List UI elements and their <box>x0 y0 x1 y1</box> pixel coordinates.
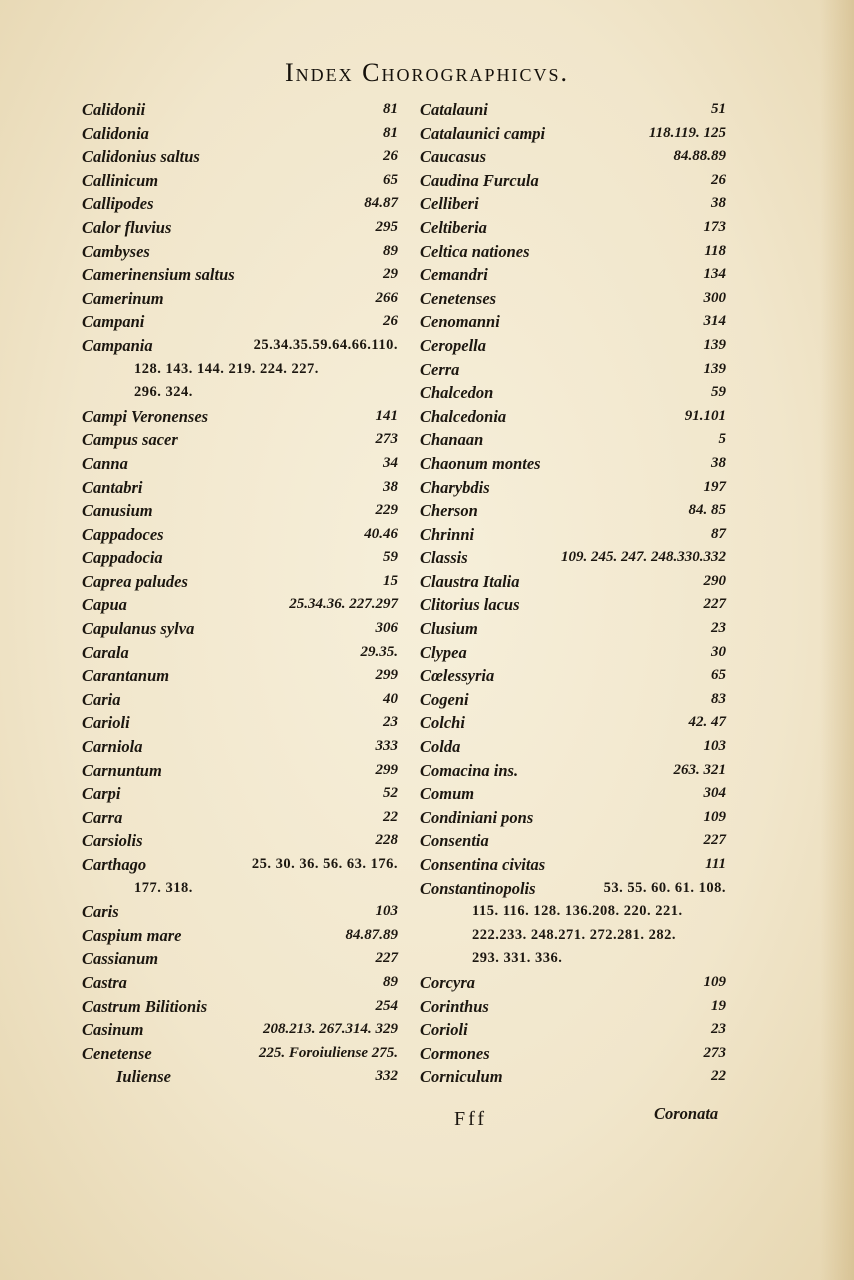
entry-pages-continued: 296. 324. <box>134 384 193 401</box>
index-entry <box>82 711 398 735</box>
entry-name: Calidonius saltus <box>82 147 200 167</box>
entry-name: Consentina civitas <box>420 855 546 874</box>
entry-name: Caria <box>82 689 121 709</box>
index-entry <box>420 452 726 476</box>
entry-pages: 84.87.89 <box>345 926 398 943</box>
entry-pages: 23 <box>711 620 726 637</box>
index-entry <box>420 735 726 759</box>
entry-name: Comacina ins. <box>420 760 519 780</box>
entry-pages: 111 <box>705 856 726 872</box>
entry-pages: 38 <box>711 454 726 471</box>
entry-pages: 299 <box>375 667 398 684</box>
entry-pages: 134 <box>703 266 726 283</box>
entry-pages: 15 <box>383 572 398 589</box>
entry-pages: 65 <box>711 667 726 684</box>
entry-pages: 25.34.35.59.64.66.110. <box>253 336 398 353</box>
entry-name: Comum <box>420 784 475 804</box>
entry-pages: 38 <box>711 195 726 212</box>
entry-pages: 51 <box>711 101 726 117</box>
entry-name: Callipodes <box>82 194 154 214</box>
entry-pages: 300 <box>703 289 726 306</box>
entry-name: Chaonum montes <box>420 453 541 473</box>
entry-name: Cambyses <box>82 241 150 261</box>
index-entry <box>82 310 398 334</box>
entry-name: Charybdis <box>420 477 490 497</box>
index-entry <box>420 617 726 641</box>
index-entry <box>82 1018 398 1042</box>
entry-name: Canna <box>82 453 128 473</box>
entry-pages: 225. Foroiuliense 275. <box>258 1044 398 1061</box>
index-entry <box>82 593 398 617</box>
entry-name: Campus sacer <box>82 430 178 450</box>
entry-pages-continued: 293. 331. 336. <box>472 950 563 967</box>
index-entry <box>420 546 726 570</box>
entry-name: Carnuntum <box>82 760 162 780</box>
entry-pages: 26 <box>383 313 398 330</box>
entry-pages-continued: 128. 143. 144. 219. 224. 227. <box>134 360 319 377</box>
entry-pages: 227 <box>703 832 726 849</box>
entry-name: Catalaunici campi <box>420 123 546 143</box>
entry-name: Cassianum <box>82 949 159 969</box>
entry-name: Cappadoces <box>82 524 164 544</box>
index-entry <box>82 98 398 122</box>
entry-name: Camerinum <box>82 288 164 308</box>
index-entry <box>420 806 726 830</box>
index-entry <box>82 263 398 287</box>
index-entry <box>420 853 726 877</box>
entry-name: Celtica nationes <box>420 241 530 261</box>
index-entry <box>420 310 726 334</box>
catchword: Coronata <box>654 1104 719 1123</box>
entry-pages: 29.35. <box>360 643 398 660</box>
entry-name: Cogeni <box>420 689 469 709</box>
entry-pages: 34 <box>383 454 398 471</box>
index-entry <box>82 688 398 712</box>
entry-pages: 87 <box>711 525 726 542</box>
index-entry <box>82 169 398 193</box>
index-entry <box>82 523 398 547</box>
index-entry <box>420 995 726 1019</box>
index-entry <box>420 476 726 500</box>
entry-name: Chalcedonia <box>420 406 507 426</box>
entry-pages: 19 <box>711 997 726 1014</box>
entry-name: Calidonia <box>82 123 149 143</box>
entry-pages: 84.88.89 <box>673 148 726 165</box>
index-entry <box>420 570 726 594</box>
entry-name: Carala <box>82 642 129 662</box>
entry-name: Caris <box>82 902 119 922</box>
index-entry <box>420 428 726 452</box>
entry-name: Classis <box>420 548 468 568</box>
index-entry <box>82 499 398 523</box>
entry-pages: 59 <box>711 384 726 401</box>
entry-pages: 30 <box>711 643 726 660</box>
entry-pages: 306 <box>375 620 398 637</box>
entry-pages: 273 <box>703 1044 726 1061</box>
entry-pages: 227 <box>703 596 726 613</box>
index-entry <box>420 1042 726 1066</box>
entry-pages: 208.213. 267.314. 329 <box>263 1021 398 1038</box>
entry-pages: 42. 47 <box>688 714 726 731</box>
index-entry <box>82 145 398 169</box>
entry-pages-continued: 222.233. 248.271. 272.281. 282. <box>472 926 676 943</box>
entry-name: Cenomanni <box>420 312 500 332</box>
entry-pages: 84.87 <box>364 195 398 212</box>
index-entry <box>420 263 726 287</box>
entry-name: Caspium mare <box>82 925 182 945</box>
entry-name: Casinum <box>82 1020 144 1040</box>
index-entry <box>420 192 726 216</box>
entry-name: Caucasus <box>420 147 487 167</box>
entry-name: Colda <box>420 737 461 757</box>
entry-name: Cantabri <box>82 477 143 497</box>
entry-pages: 25. 30. 36. 56. 63. 176. <box>251 856 398 872</box>
entry-pages: 26 <box>383 148 398 165</box>
entry-name: Capulanus sylva <box>82 619 195 639</box>
entry-pages: 197 <box>703 478 726 495</box>
entry-name: Cormones <box>420 1043 490 1063</box>
entry-pages: 103 <box>375 903 398 920</box>
index-entry <box>82 971 398 995</box>
entry-name: Corioli <box>420 1020 468 1040</box>
entry-pages: 89 <box>383 973 398 990</box>
entry-pages: 228 <box>375 832 398 849</box>
entry-name: Caudina Furcula <box>420 170 539 190</box>
entry-pages: 53. 55. 60. 61. 108. <box>603 879 726 896</box>
entry-pages: 109 <box>703 808 726 825</box>
index-entry <box>82 924 398 948</box>
entry-pages: 118.119. 125 <box>648 124 726 141</box>
index-entry <box>420 98 726 122</box>
index-entry <box>82 995 398 1019</box>
index-entry <box>82 617 398 641</box>
index-entry <box>420 499 726 523</box>
page-title: Index Chorographicvs. <box>284 58 570 87</box>
entry-name: Cemandri <box>420 265 488 285</box>
index-entry <box>420 759 726 783</box>
entry-name: Cenetense <box>82 1043 152 1063</box>
entry-pages: 22 <box>383 808 398 825</box>
index-entry <box>82 735 398 759</box>
entry-name: Colchi <box>420 713 465 733</box>
entry-name: Callinicum <box>82 170 159 190</box>
entry-pages: 26 <box>711 171 726 188</box>
entry-name: Carpi <box>82 784 121 804</box>
index-entry <box>420 405 726 429</box>
entry-name: Ceropella <box>420 335 486 355</box>
entry-name: Carra <box>82 807 123 827</box>
entry-pages-continued: 177. 318. <box>134 879 193 896</box>
entry-name: Carsiolis <box>82 831 143 851</box>
entry-name: Corniculum <box>420 1067 503 1087</box>
index-entry <box>82 829 398 853</box>
entry-pages: 227 <box>375 950 398 967</box>
entry-name: Clusium <box>420 619 478 639</box>
entry-name: Corcyra <box>420 972 475 992</box>
entry-name: Cenetenses <box>420 288 497 308</box>
entry-pages-continued: 115. 116. 128. 136.208. 220. 221. <box>472 903 683 920</box>
index-entry <box>420 169 726 193</box>
index-entry <box>420 1065 726 1089</box>
index-entry <box>82 664 398 688</box>
entry-name: Campania <box>82 335 153 355</box>
index-entry <box>420 216 726 240</box>
index-entry <box>420 641 726 665</box>
entry-pages: 118 <box>704 242 726 259</box>
entry-name: Carioli <box>82 713 130 733</box>
index-entry <box>420 240 726 264</box>
index-entry <box>420 122 726 146</box>
index-entry <box>420 523 726 547</box>
entry-pages: 29 <box>383 266 398 283</box>
entry-name: Clypea <box>420 642 467 662</box>
entry-name: Camerinensium saltus <box>82 265 235 285</box>
index-entry <box>82 900 398 924</box>
entry-pages: 38 <box>383 478 398 495</box>
index-entry <box>420 287 726 311</box>
entry-name: Carniola <box>82 737 143 757</box>
entry-name: Celliberi <box>420 194 479 214</box>
index-entry <box>420 711 726 735</box>
entry-pages: 103 <box>703 738 726 755</box>
entry-pages: 290 <box>703 572 726 589</box>
index-entry <box>420 664 726 688</box>
index-entry <box>82 334 398 405</box>
entry-subpages: 332 <box>375 1068 398 1085</box>
entry-pages: 229 <box>375 502 398 519</box>
entry-pages: 83 <box>711 690 726 707</box>
entry-name: Castrum Bilitionis <box>82 996 208 1016</box>
entry-name: Constantinopolis <box>420 878 536 898</box>
index-entry <box>82 546 398 570</box>
entry-pages: 254 <box>375 997 398 1014</box>
index-entry <box>82 1042 398 1089</box>
index-entry <box>82 476 398 500</box>
index-entry <box>420 782 726 806</box>
entry-name: Catalauni <box>420 100 488 119</box>
index-entry <box>82 216 398 240</box>
index-entry <box>420 688 726 712</box>
signature-mark: Fff <box>454 1108 488 1130</box>
entry-pages: 89 <box>383 242 398 259</box>
entry-pages: 25.34.36. 227.297 <box>289 596 398 613</box>
entry-name: Castra <box>82 972 127 992</box>
index-entry <box>82 759 398 783</box>
index-entry <box>420 381 726 405</box>
entry-pages: 299 <box>375 761 398 778</box>
index-entry <box>420 593 726 617</box>
page-edge-shadow <box>820 0 854 1280</box>
entry-name: Calor fluvius <box>82 217 172 237</box>
index-entry <box>82 287 398 311</box>
entry-pages: 52 <box>383 785 398 802</box>
entry-pages: 333 <box>375 738 398 755</box>
index-entry <box>420 145 726 169</box>
right-index-column <box>420 98 726 1089</box>
entry-name: Caprea paludes <box>82 571 188 591</box>
index-entry <box>82 806 398 830</box>
entry-pages: 304 <box>703 785 726 802</box>
entry-pages: 91.101 <box>684 407 726 424</box>
entry-pages: 109 <box>703 973 726 990</box>
index-entry <box>82 405 398 429</box>
entry-pages: 173 <box>703 218 726 235</box>
entry-name: Carantanum <box>82 666 170 686</box>
index-entry <box>82 853 398 900</box>
index-entry <box>82 570 398 594</box>
index-entry <box>420 971 726 995</box>
entry-name: Campani <box>82 312 145 332</box>
entry-pages: 84. 85 <box>688 502 726 519</box>
index-entry <box>82 452 398 476</box>
entry-name: Capua <box>82 595 127 615</box>
entry-name: Cherson <box>420 501 478 521</box>
entry-subname: Iuliense <box>116 1067 172 1087</box>
entry-pages: 59 <box>383 549 398 566</box>
entry-pages: 81 <box>383 124 398 141</box>
index-entry <box>82 428 398 452</box>
entry-name: Chalcedon <box>420 383 494 403</box>
entry-pages: 40.46 <box>364 525 398 542</box>
entry-pages: 141 <box>375 407 398 424</box>
entry-pages: 139 <box>703 336 726 353</box>
entry-name: Condiniani pons <box>420 807 534 827</box>
index-entry <box>82 240 398 264</box>
entry-pages: 23 <box>711 1021 726 1038</box>
entry-pages: 23 <box>383 714 398 731</box>
index-entry <box>82 192 398 216</box>
index-entry <box>420 334 726 358</box>
entry-name: Cœlessyria <box>420 666 495 686</box>
index-entry <box>420 877 726 971</box>
index-entry <box>82 782 398 806</box>
entry-name: Celtiberia <box>420 217 487 237</box>
entry-pages: 40 <box>383 690 398 707</box>
entry-name: Cappadocia <box>82 548 163 568</box>
entry-pages: 295 <box>375 218 398 235</box>
entry-name: Claustra Italia <box>420 571 520 591</box>
entry-pages: 22 <box>711 1068 726 1085</box>
entry-pages: 5 <box>718 431 726 448</box>
index-entry <box>82 947 398 971</box>
entry-name: Chanaan <box>420 430 484 450</box>
entry-pages: 81 <box>383 101 398 117</box>
index-entry <box>420 1018 726 1042</box>
entry-name: Carthago <box>82 855 147 874</box>
entry-name: Corinthus <box>420 996 489 1016</box>
entry-name: Canusium <box>82 501 153 521</box>
left-index-column <box>82 98 398 1089</box>
index-entry <box>420 358 726 382</box>
entry-name: Campi Veronenses <box>82 406 209 426</box>
entry-pages: 273 <box>375 431 398 448</box>
entry-pages: 109. 245. 247. 248.330.332 <box>561 549 726 566</box>
entry-pages: 65 <box>383 171 398 188</box>
index-entry <box>82 122 398 146</box>
index-entry <box>420 829 726 853</box>
entry-name: Cerra <box>420 359 460 379</box>
entry-name: Clitorius lacus <box>420 595 520 615</box>
entry-pages: 314 <box>703 313 726 330</box>
index-entry <box>82 641 398 665</box>
entry-pages: 139 <box>703 360 726 377</box>
entry-name: Chrinni <box>420 524 475 544</box>
entry-name: Consentia <box>420 831 489 851</box>
entry-name: Calidonii <box>82 100 146 119</box>
entry-pages: 263. 321 <box>673 761 726 778</box>
entry-pages: 266 <box>375 289 398 306</box>
